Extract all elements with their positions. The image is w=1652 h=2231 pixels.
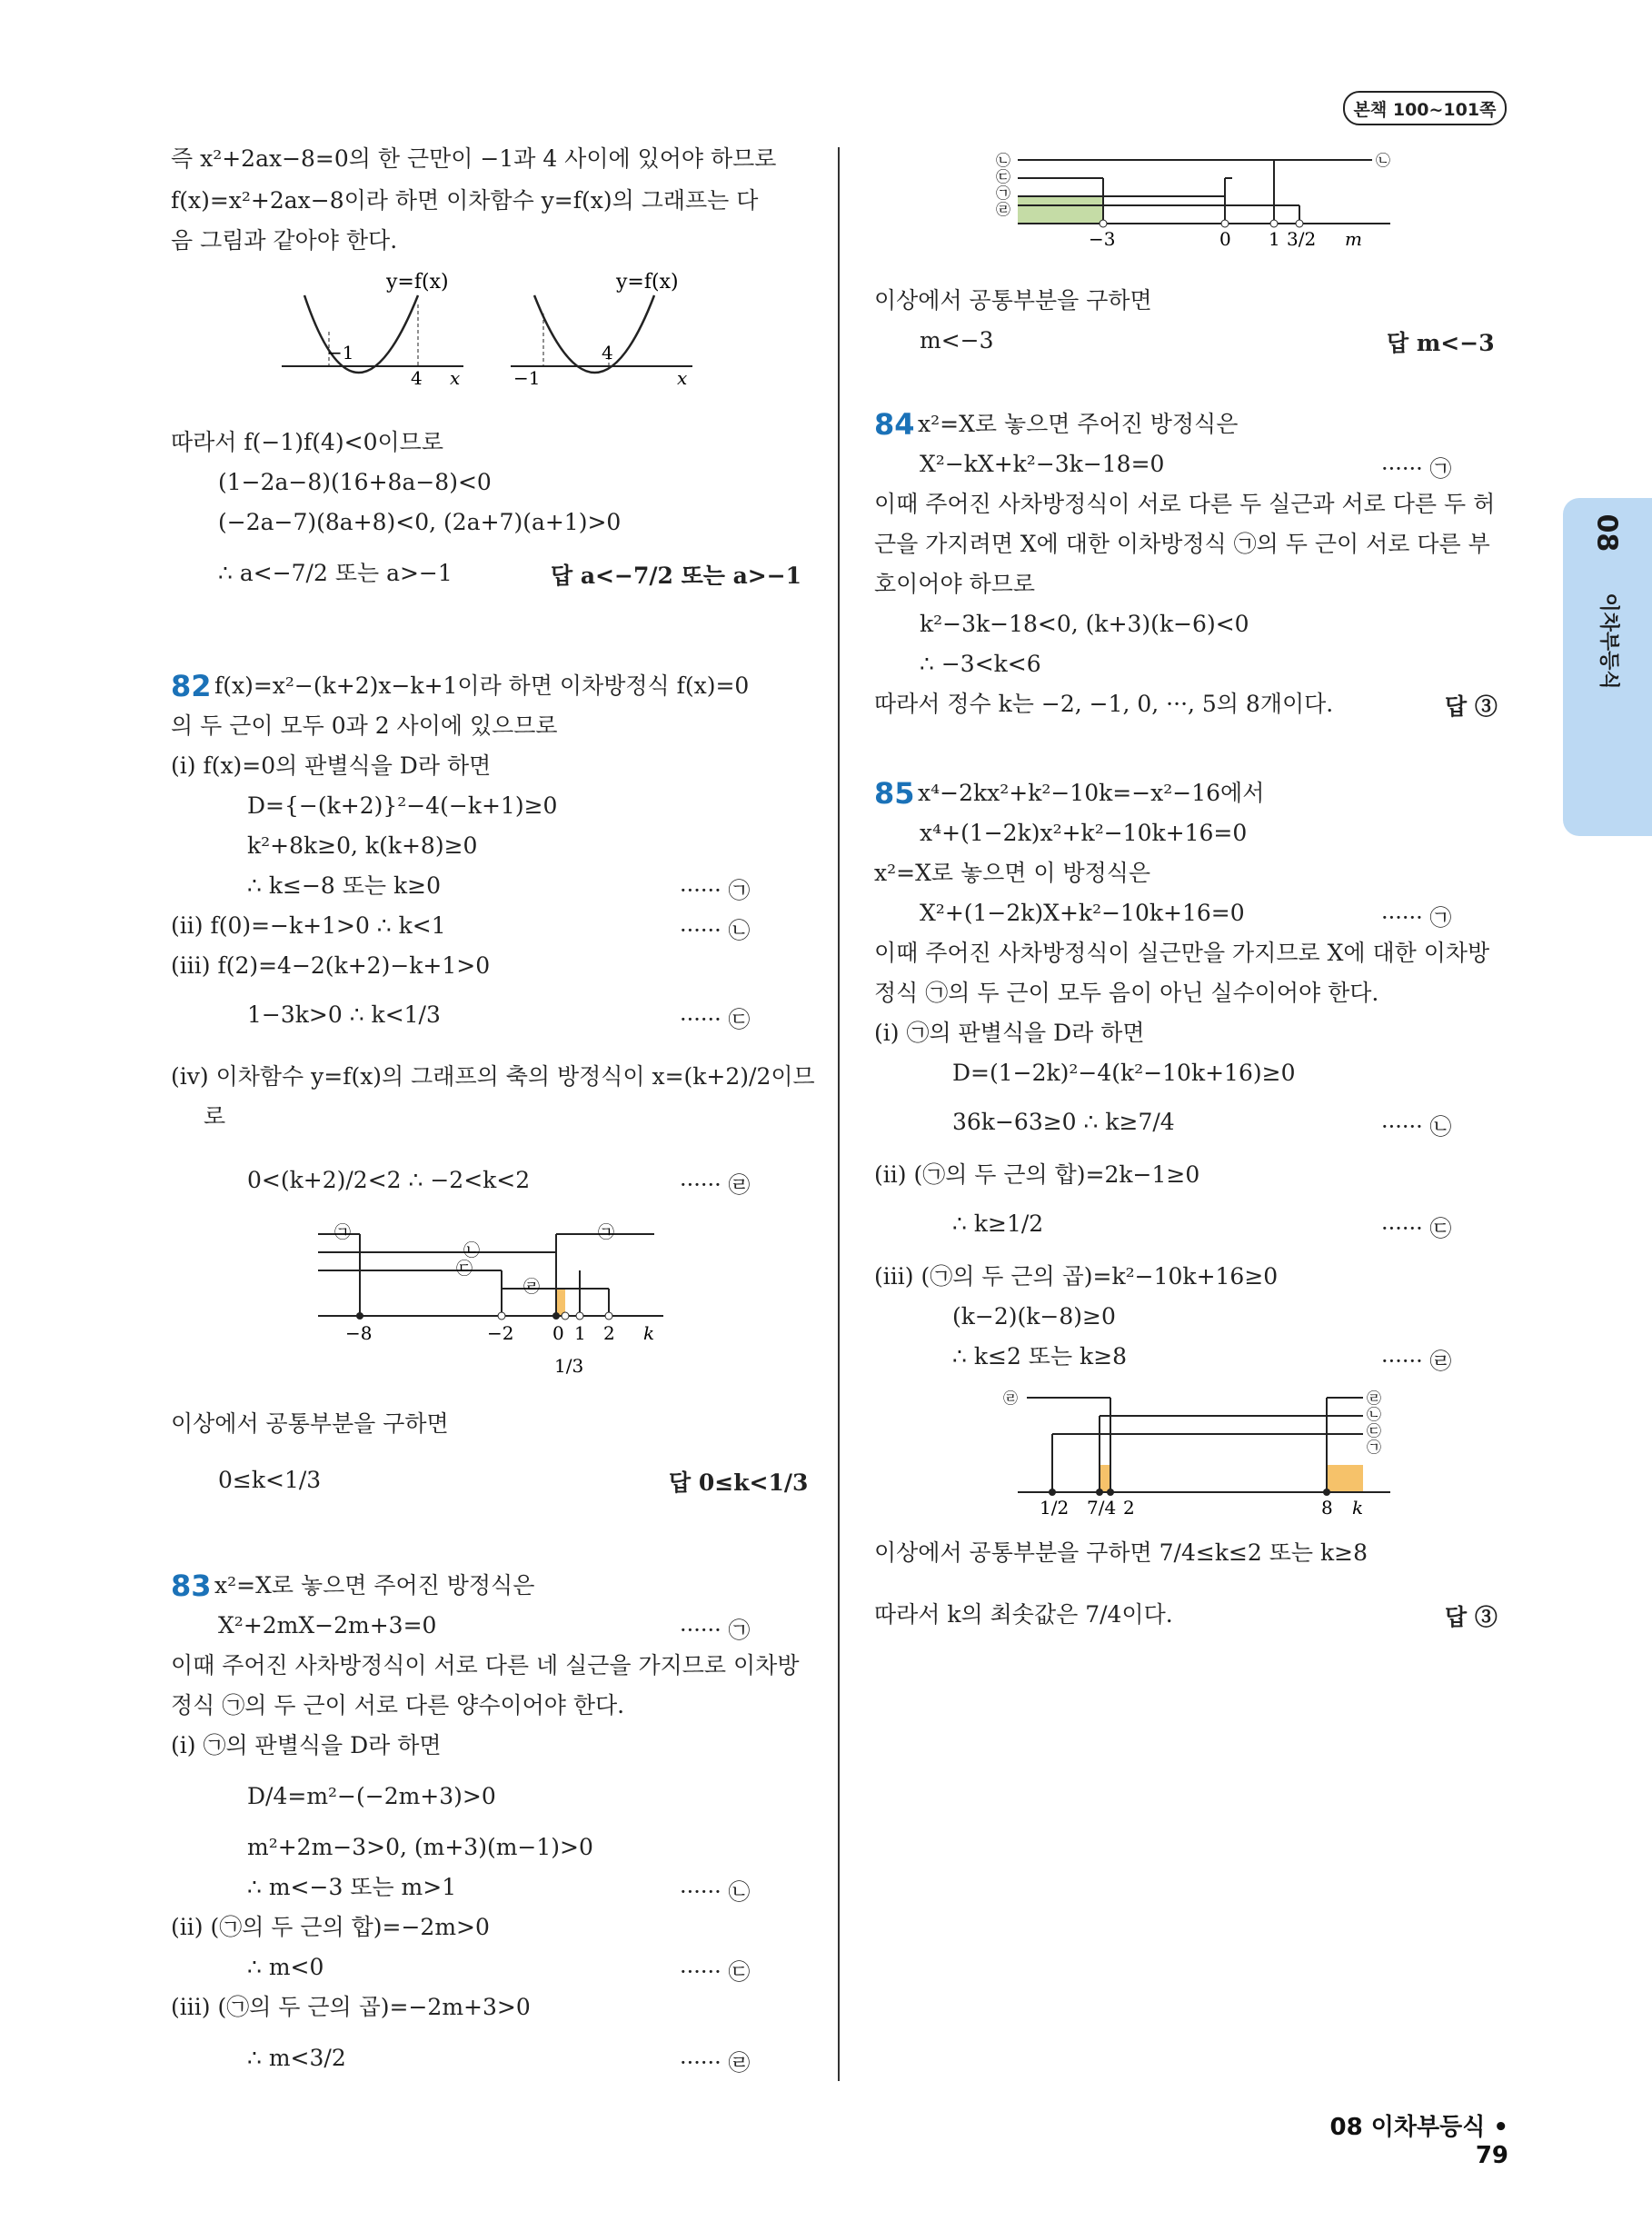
result-83: m<−3 — [920, 327, 994, 354]
nl-tick-label: 1/3 — [554, 1355, 584, 1377]
p85-line: (ⅰ) ㉠의 판별식을 D라 하면 — [874, 1020, 1145, 1046]
equation-mark: ······ ㉠ — [680, 1618, 751, 1643]
nl-tick-label: −8 — [345, 1322, 373, 1344]
graph-label: 4 — [411, 367, 423, 389]
nl-tick-label: 2 — [603, 1322, 615, 1344]
nl-tick-label: 1 — [1269, 228, 1280, 250]
circled-label: ㉣ — [1003, 1389, 1019, 1407]
p85-line: 이때 주어진 사차방정식이 실근만을 가지므로 X에 대한 이차방 — [874, 940, 1490, 966]
circled-label: ㉡ — [996, 152, 1011, 169]
equation-mark: ······ ㉡ — [680, 918, 751, 943]
conclusion-82: 이상에서 공통부분을 구하면 — [171, 1410, 449, 1437]
answer-85: 답 ③ — [1445, 1604, 1498, 1630]
result-82: 0≤k<1/3 — [218, 1467, 322, 1493]
p82-line: D={−(k+2)}²−4(−k+1)≥0 — [247, 792, 558, 819]
p82-line: 로 — [204, 1103, 226, 1130]
nl-tick-label: 7/4 — [1087, 1497, 1117, 1518]
solution-line: (−2a−7)(8a+8)<0, (2a+7)(a+1)>0 — [218, 509, 622, 535]
answer-83: 답 m<−3 — [1387, 330, 1495, 356]
circled-label: ㉠ — [598, 1223, 614, 1242]
p82-line: (ⅰ) f(x)=0의 판별식을 D라 하면 — [171, 752, 492, 779]
equation-mark: ······ ㉣ — [680, 1172, 751, 1198]
graph-label: x — [450, 367, 461, 389]
circled-label: ㉠ — [996, 184, 1011, 202]
p83-line: (ⅲ) (㉠의 두 근의 곱)=−2m+3>0 — [171, 1994, 531, 2020]
p83-line: X²+2mX−2m+3=0 — [218, 1612, 437, 1638]
graph-label: y=f(x) — [616, 271, 679, 294]
nl-tick-label: 8 — [1321, 1497, 1333, 1518]
circled-label: ㉡ — [1376, 152, 1391, 169]
answer-84: 답 ③ — [1445, 693, 1498, 720]
nl-tick-label: k — [643, 1322, 655, 1344]
nl-tick-label: m — [1345, 228, 1362, 250]
p82-line: 1−3k>0 ∴ k<1/3 — [247, 1001, 441, 1028]
answer-81: 답 a<−7/2 또는 a>−1 — [551, 563, 802, 589]
p85-line: (ⅲ) (㉠의 두 근의 곱)=k²−10k+16≥0 — [874, 1263, 1279, 1290]
p82-line: ∴ k≤−8 또는 k≥0 — [247, 872, 441, 899]
nl-tick-label: k — [1352, 1497, 1364, 1518]
p82-line: (ⅱ) f(0)=−k+1>0 ∴ k<1 — [171, 912, 446, 939]
number-line-82 — [309, 1218, 672, 1399]
number-line-83 — [990, 145, 1399, 273]
solution-line: (1−2a−8)(16+8a−8)<0 — [218, 469, 492, 495]
p84-line: 따라서 정수 k는 −2, −1, 0, ···, 5의 8개이다. — [874, 691, 1334, 717]
p83-line: x²=X로 놓으면 주어진 방정식은 — [214, 1572, 535, 1599]
p83-line: D/4=m²−(−2m+3)>0 — [247, 1783, 496, 1809]
equation-mark: ······ ㉣ — [1381, 1349, 1452, 1374]
circled-label: ㉠ — [334, 1223, 351, 1242]
p82-line: 0<(k+2)/2<2 ∴ −2<k<2 — [247, 1167, 531, 1193]
answer-82: 답 0≤k<1/3 — [669, 1469, 809, 1496]
final-85: 따라서 k의 최솟값은 7/4이다. — [874, 1601, 1173, 1628]
problem-number: 85 — [874, 776, 915, 811]
p82-line: k²+8k≥0, k(k+8)≥0 — [247, 832, 478, 859]
p82-line: f(x)=x²−(k+2)x−k+1이라 하면 이차방정식 f(x)=0 — [214, 672, 750, 699]
page-reference-badge: 본책 100~101쪽 — [1343, 91, 1507, 125]
nl-tick-label: 1 — [574, 1322, 586, 1344]
p85-line: (ⅱ) (㉠의 두 근의 합)=2k−1≥0 — [874, 1161, 1200, 1188]
equation-mark: ······ ㉡ — [680, 1879, 751, 1905]
p84-line: x²=X로 놓으면 주어진 방정식은 — [918, 411, 1239, 437]
p85-line: D=(1−2k)²−4(k²−10k+16)≥0 — [952, 1060, 1296, 1086]
intro-line: f(x)=x²+2ax−8이라 하면 이차함수 y=f(x)의 그래프는 다 — [171, 187, 759, 214]
intro-line: 음 그림과 같아야 한다. — [171, 227, 398, 254]
p83-line: (ⅱ) (㉠의 두 근의 합)=−2m>0 — [171, 1914, 490, 1940]
p85-line: X²+(1−2k)X+k²−10k+16=0 — [920, 900, 1245, 926]
equation-mark: ······ ㉡ — [1381, 1114, 1452, 1140]
solution-line: ∴ a<−7/2 또는 a>−1 — [218, 560, 453, 586]
nl-tick-label: 0 — [1219, 228, 1231, 250]
circled-label: ㉠ — [1367, 1439, 1382, 1456]
p82-line: 의 두 근이 모두 0과 2 사이에 있으므로 — [171, 712, 558, 739]
p85-line: ∴ k≤2 또는 k≥8 — [952, 1343, 1128, 1369]
problem-number: 84 — [874, 407, 915, 442]
p85-line: (k−2)(k−8)≥0 — [952, 1303, 1116, 1330]
column-divider — [838, 147, 840, 2081]
p85-line: 정식 ㉠의 두 근이 모두 음이 아닌 실수이어야 한다. — [874, 980, 1379, 1006]
p84-line: ∴ −3<k<6 — [920, 651, 1041, 677]
problem-number: 82 — [171, 669, 212, 703]
graph-label: x — [677, 367, 688, 389]
equation-mark: ······ ㉠ — [1381, 905, 1452, 931]
p83-line: (ⅰ) ㉠의 판별식을 D라 하면 — [171, 1732, 442, 1758]
p82-line: (ⅳ) 이차함수 y=f(x)의 그래프의 축의 방정식이 x=(k+2)/2이므 — [171, 1063, 815, 1090]
nl-tick-label: 1/2 — [1040, 1497, 1070, 1518]
p85-line: x⁴−2kx²+k²−10k=−x²−16에서 — [918, 780, 1265, 806]
nl-tick-label: 3/2 — [1287, 228, 1317, 250]
p84-line: 근을 가지려면 X에 대한 이차방정식 ㉠의 두 근이 서로 다른 부 — [874, 531, 1490, 557]
graph-label: −1 — [327, 342, 354, 364]
p85-line: x⁴+(1−2k)x²+k²−10k+16=0 — [920, 820, 1248, 846]
graph-label: 4 — [602, 342, 613, 364]
nl-tick-label: 2 — [1123, 1497, 1135, 1518]
equation-mark: ······ ㉢ — [680, 1959, 751, 1985]
page-footer: 08 이차부등식 • 79 — [1329, 2114, 1508, 2169]
graph-label: y=f(x) — [386, 271, 449, 294]
p83-line: ∴ m<0 — [247, 1954, 324, 1980]
nl-tick-label: 0 — [552, 1322, 564, 1344]
equation-mark: ······ ㉢ — [1381, 1216, 1452, 1241]
chapter-title: 이차부등식 — [1597, 593, 1620, 690]
p84-line: 호이어야 하므로 — [874, 571, 1035, 597]
p83-line: 정식 ㉠의 두 근이 서로 다른 양수이어야 한다. — [171, 1692, 625, 1718]
circled-label: ㉡ — [463, 1241, 480, 1260]
nl-tick-label: −3 — [1089, 228, 1116, 250]
circled-label: ㉣ — [523, 1278, 540, 1297]
parabola-graphs — [273, 268, 709, 413]
p83-line: 이때 주어진 사차방정식이 서로 다른 네 실근을 가지므로 이차방 — [171, 1652, 800, 1678]
equation-mark: ······ ㉢ — [680, 1007, 751, 1032]
circled-label: ㉢ — [456, 1260, 473, 1279]
conclusion-85: 이상에서 공통부분을 구하면 7/4≤k≤2 또는 k≥8 — [874, 1539, 1368, 1566]
p85-line: 36k−63≥0 ∴ k≥7/4 — [952, 1109, 1175, 1135]
nl-tick-label: −2 — [487, 1322, 514, 1344]
p84-line: 이때 주어진 사차방정식이 서로 다른 두 실근과 서로 다른 두 허 — [874, 491, 1496, 517]
p84-line: k²−3k−18<0, (k+3)(k−6)<0 — [920, 611, 1249, 637]
p83-line: ∴ m<3/2 — [247, 2045, 346, 2071]
equation-mark: ······ ㉠ — [680, 878, 751, 903]
p82-line: (ⅲ) f(2)=4−2(k+2)−k+1>0 — [171, 952, 491, 979]
solution-line: 따라서 f(−1)f(4)<0이므로 — [171, 429, 443, 455]
problem-number: 83 — [171, 1569, 212, 1603]
equation-mark: ······ ㉠ — [1381, 456, 1452, 482]
circled-label: ㉣ — [996, 201, 1011, 218]
circled-label: ㉢ — [1367, 1422, 1382, 1439]
circled-label: ㉡ — [1367, 1406, 1382, 1423]
p83-line: m²+2m−3>0, (m+3)(m−1)>0 — [247, 1834, 593, 1860]
circled-label: ㉢ — [996, 168, 1011, 185]
p83-line: ∴ m<−3 또는 m>1 — [247, 1874, 457, 1900]
chapter-number: 08 — [1590, 513, 1623, 553]
conclusion-83: 이상에서 공통부분을 구하면 — [874, 287, 1152, 314]
p84-line: X²−kX+k²−3k−18=0 — [920, 451, 1165, 477]
number-line-85 — [990, 1381, 1399, 1518]
p85-line: ∴ k≥1/2 — [952, 1210, 1044, 1237]
graph-label: −1 — [513, 367, 541, 389]
circled-label: ㉣ — [1367, 1389, 1382, 1407]
p85-line: x²=X로 놓으면 이 방정식은 — [874, 860, 1151, 886]
intro-line: 즉 x²+2ax−8=0의 한 근만이 −1과 4 사이에 있어야 하므로 — [171, 145, 777, 172]
equation-mark: ······ ㉣ — [680, 2050, 751, 2076]
